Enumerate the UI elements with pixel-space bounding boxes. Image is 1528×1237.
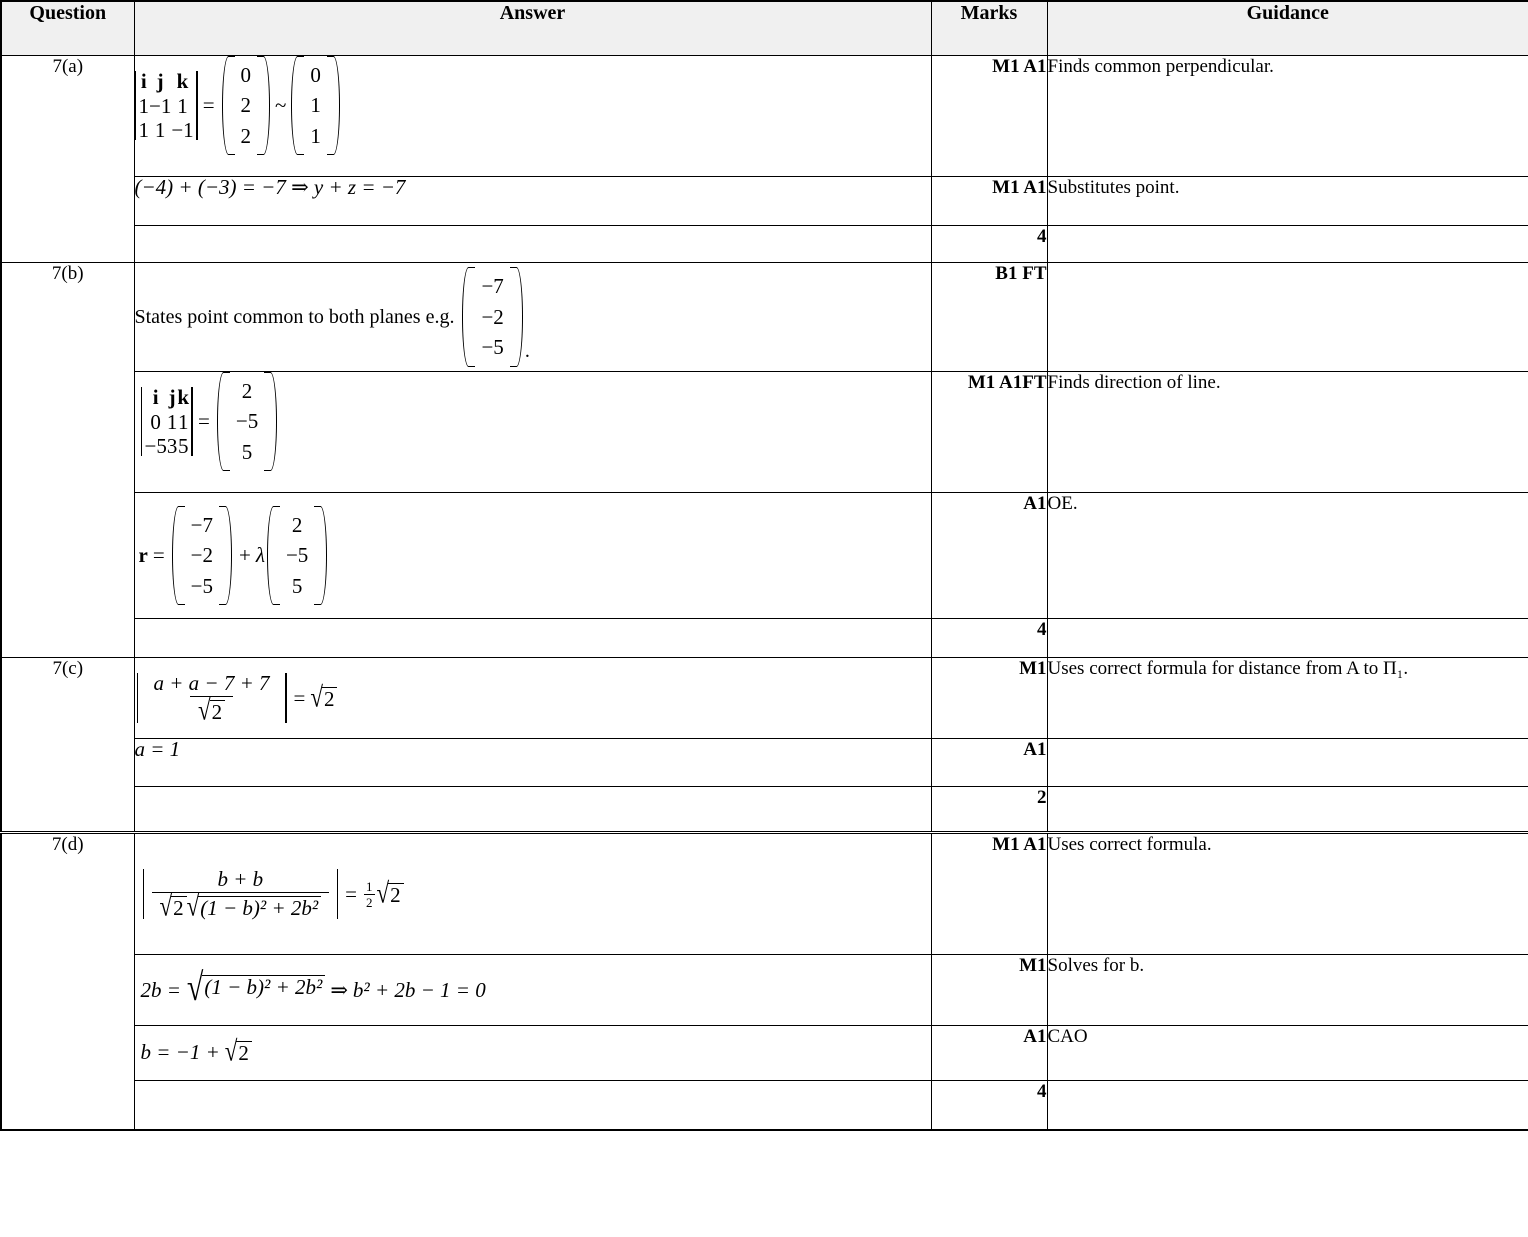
square-root-expression: √ (1 − b)² + 2b² — [187, 896, 322, 919]
guidance-cell — [1047, 226, 1528, 263]
marks-cell: M1 A1 — [931, 177, 1047, 226]
column-header-marks: Marks — [931, 1, 1047, 56]
answer-cell-7c-2 — [134, 739, 931, 787]
equation-lhs: 2b = — [140, 977, 181, 1002]
common-point-statement — [135, 267, 530, 366]
distance-formula-expression-b — [141, 867, 404, 922]
table-header-row — [1, 1, 1528, 56]
table-row — [1, 955, 1528, 1026]
value-of-b — [140, 1035, 252, 1067]
marks-cell: A1 — [931, 493, 1047, 619]
half-numerator: 1 — [366, 878, 373, 894]
guidance-text: Solves for b. — [1047, 955, 1145, 976]
fraction-numerator: a + a − 7 + 7 — [153, 671, 270, 695]
table-row — [1, 1026, 1528, 1081]
table-row — [1, 833, 1528, 955]
answer-cell-empty — [134, 1081, 931, 1131]
guidance-cell — [1047, 658, 1528, 739]
fraction-numerator: b + b — [217, 867, 264, 891]
column-vector-result: 0 2 2 — [222, 56, 271, 155]
column-vector-direction: 2 −5 5 — [217, 372, 277, 471]
equals-sign: = — [202, 93, 215, 118]
answer-cell-7d-1 — [134, 833, 931, 955]
guidance-cell: Finds common perpendicular. — [1047, 56, 1528, 177]
square-root-expression: √ (1 − b)² + 2b² — [187, 975, 325, 1005]
answer-cell-7b-1 — [134, 263, 931, 372]
table-row — [1, 177, 1528, 226]
answer-cell-empty — [134, 226, 931, 263]
absolute-value-group — [135, 671, 289, 726]
marks-total-cell: 4 — [931, 226, 1047, 263]
statement-text: States point common to both planes e.g. — [134, 306, 455, 328]
guidance-cell — [1047, 619, 1528, 658]
marks-cell: A1 — [931, 1026, 1047, 1081]
guidance-cell: Uses correct formula. — [1047, 833, 1528, 955]
equals-sign: = — [198, 409, 210, 434]
answer-cell-7d-2 — [134, 955, 931, 1026]
column-vector-position: −7 −2 −5 — [172, 506, 232, 605]
marks-cell: M1 A1 — [931, 56, 1047, 177]
trailing-period: . — [524, 339, 530, 362]
answer-cell-7b-3 — [134, 493, 931, 619]
question-label-7d: 7(d) — [1, 833, 134, 1131]
half-denominator: 2 — [366, 894, 373, 910]
guidance-cell — [1047, 787, 1528, 833]
square-root-rhs: √ 2 — [310, 687, 337, 710]
table-row — [1, 493, 1528, 619]
table-row — [1, 372, 1528, 493]
direction-determinant-expression — [141, 372, 280, 471]
substitution-equation: (−4) + (−3) = −7 ⇒ y + z = −7 — [134, 175, 406, 199]
plus-sign: + — [239, 543, 251, 567]
column-vector-simplified: 0 1 1 — [291, 56, 340, 155]
marks-total-cell: 4 — [931, 619, 1047, 658]
solve-for-b-equation — [140, 966, 486, 1009]
column-vector-direction: 2 −5 5 — [267, 506, 327, 605]
question-label-7a: 7(a) — [1, 56, 134, 263]
answer-cell-7d-3 — [134, 1026, 931, 1081]
distance-formula-expression — [135, 671, 338, 726]
guidance-cell — [1047, 955, 1528, 1026]
marks-total-cell: 2 — [931, 787, 1047, 833]
square-root-two: √ 2 — [160, 896, 187, 919]
guidance-cell — [1047, 1081, 1528, 1131]
similar-sign: ~ — [275, 93, 287, 118]
marks-cell: B1 FT — [931, 263, 1047, 372]
question-label-7b: 7(b) — [1, 263, 134, 658]
guidance-cell: Substitutes point. — [1047, 177, 1528, 226]
fraction — [146, 671, 278, 726]
lambda-symbol: λ — [255, 543, 265, 567]
guidance-cell: Finds direction of line. — [1047, 372, 1528, 493]
table-row — [1, 56, 1528, 177]
absolute-value-group — [141, 867, 341, 922]
fraction-denominator — [190, 694, 233, 726]
equals-sign: = — [152, 543, 165, 567]
one-half-fraction — [364, 880, 375, 909]
guidance-cell: CAO — [1047, 1026, 1528, 1081]
determinant-matrix: i j k 1 −1 1 1 1 −1 — [135, 69, 198, 141]
marks-cell: M1 A1FT — [931, 372, 1047, 493]
table-row-total — [1, 619, 1528, 658]
column-header-question: Question — [1, 1, 134, 56]
guidance-text: Uses correct formula for distance from A to Π₁. — [1047, 658, 1409, 679]
fraction — [152, 867, 330, 922]
answer-cell-empty — [134, 787, 931, 833]
marks-cell: M1 A1 — [931, 833, 1047, 955]
answer-cell-empty — [134, 619, 931, 658]
square-root: √ 2 — [225, 1041, 252, 1064]
square-root: √ 2 — [198, 700, 225, 723]
fraction-denominator — [152, 890, 330, 922]
marks-cell: M1 — [931, 658, 1047, 739]
marks-cell: A1 — [931, 739, 1047, 787]
answer-cell-7a-1 — [134, 56, 931, 177]
column-vector-point: −7 −2 −5 — [462, 267, 522, 366]
guidance-cell — [1047, 739, 1528, 787]
equation-rhs: b² + 2b − 1 = 0 — [352, 977, 486, 1002]
table-row — [1, 658, 1528, 739]
guidance-cell — [1047, 263, 1528, 372]
implies-sign: ⇒ — [330, 977, 348, 1002]
answer-lhs: b = −1 + — [140, 1040, 220, 1064]
cross-product-determinant-expression — [135, 56, 342, 155]
question-label-7c: 7(c) — [1, 658, 134, 833]
vector-r-symbol: r — [138, 543, 148, 567]
table-row-total — [1, 226, 1528, 263]
answer-cell-7b-2 — [134, 372, 931, 493]
table-row-total — [1, 1081, 1528, 1131]
table-row — [1, 263, 1528, 372]
column-header-answer: Answer — [134, 1, 931, 56]
marks-cell: M1 — [931, 955, 1047, 1026]
guidance-cell: OE. — [1047, 493, 1528, 619]
column-header-guidance: Guidance — [1047, 1, 1528, 56]
equals-sign: = — [293, 685, 306, 710]
table-row — [1, 739, 1528, 787]
answer-cell-7a-2 — [134, 177, 931, 226]
answer-cell-7c-1 — [134, 658, 931, 739]
equals-sign: = — [345, 881, 358, 906]
square-root-rhs: √ 2 — [377, 883, 404, 906]
line-vector-equation — [139, 506, 330, 605]
value-of-a: a = 1 — [134, 737, 181, 761]
marks-total-cell: 4 — [931, 1081, 1047, 1131]
determinant-matrix: i j k 0 1 1 −5 3 5 — [141, 385, 194, 457]
table-row-total — [1, 787, 1528, 833]
